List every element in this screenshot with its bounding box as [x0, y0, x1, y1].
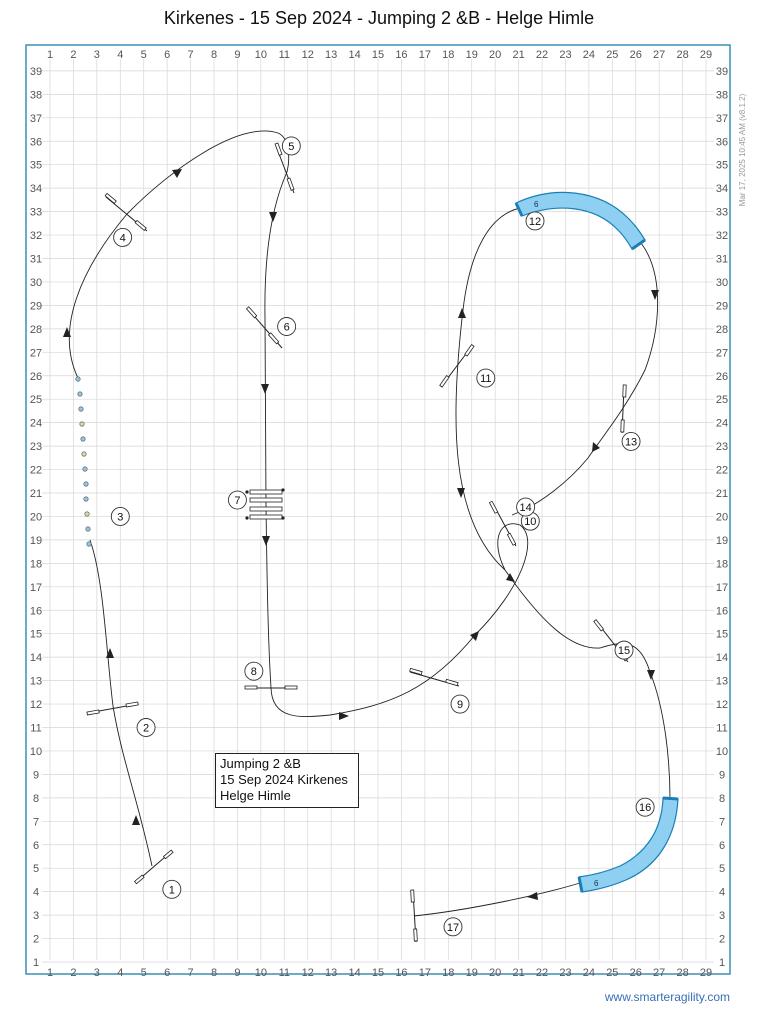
x-tick-label: 11 [278, 49, 291, 61]
info-judge: Helge Himle [220, 788, 291, 803]
svg-text:11: 11 [480, 373, 492, 386]
obstacle-number-11 [477, 369, 495, 387]
y-tick-label: 10 [29, 745, 43, 758]
obstacle-number-15 [615, 641, 633, 659]
x-tick-label: 26 [629, 967, 642, 979]
x-tick-label: 13 [325, 49, 338, 61]
svg-text:3: 3 [117, 511, 124, 524]
y-tick-label: 2 [718, 933, 726, 946]
y-tick-label: 1 [32, 957, 40, 969]
svg-text:14: 14 [519, 502, 532, 515]
y-tick-label: 12 [715, 699, 729, 712]
x-tick-label: 2 [70, 967, 77, 979]
y-tick-label: 7 [32, 816, 40, 829]
direction-arrows [63, 169, 659, 900]
jump-9[interactable] [410, 668, 459, 686]
x-tick-label: 9 [234, 49, 241, 61]
svg-text:15: 15 [617, 645, 631, 658]
y-tick-label: 18 [29, 558, 43, 571]
svg-text:8: 8 [250, 666, 257, 679]
y-tick-label: 23 [715, 441, 729, 454]
y-tick-label: 9 [718, 769, 726, 782]
x-tick-label: 4 [117, 49, 124, 61]
path-segment-2-3 [90, 540, 113, 706]
obstacle-number-4 [114, 228, 132, 246]
y-tick-label: 19 [29, 534, 43, 547]
y-tick-label: 25 [29, 394, 43, 407]
page-title: Kirkenes - 15 Sep 2024 - Jumping 2 &B - Helge Himle [163, 8, 595, 28]
path-segment-6-7 [265, 318, 266, 505]
y-tick-label: 27 [29, 347, 43, 360]
x-tick-label: 24 [582, 967, 596, 979]
y-tick-label: 29 [715, 300, 729, 313]
y-tick-label: 3 [718, 910, 726, 923]
y-tick-label: 11 [30, 722, 42, 735]
path-segment-7-8 [266, 505, 271, 688]
y-tick-label: 8 [718, 792, 726, 805]
x-tick-label: 10 [254, 967, 267, 979]
x-tick-label: 1 [46, 967, 54, 979]
x-tick-label: 9 [234, 967, 241, 979]
x-tick-label: 8 [210, 967, 218, 979]
x-tick-label: 29 [699, 49, 713, 61]
y-tick-label: 39 [715, 65, 729, 78]
y-tick-label: 2 [32, 933, 40, 946]
svg-text:4: 4 [119, 232, 126, 245]
obstacle-number-2 [137, 719, 155, 737]
y-tick-label: 24 [715, 417, 729, 430]
tunnel-length-label: 6 [594, 879, 599, 888]
y-tick-label: 37 [29, 112, 43, 125]
x-tick-label: 24 [582, 49, 596, 61]
y-tick-label: 25 [715, 394, 729, 407]
y-axis-labels-left [30, 66, 42, 969]
y-tick-label: 39 [29, 65, 43, 78]
y-tick-label: 31 [29, 253, 43, 266]
y-tick-label: 38 [29, 89, 43, 102]
y-tick-label: 11 [716, 722, 728, 735]
svg-text:2: 2 [143, 722, 150, 735]
y-tick-label: 16 [715, 605, 729, 618]
y-tick-label: 5 [32, 863, 40, 876]
y-tick-label: 35 [29, 159, 43, 172]
x-tick-label: 19 [465, 49, 478, 61]
x-tick-label: 16 [395, 49, 408, 61]
x-tick-label: 18 [442, 49, 455, 61]
y-tick-label: 12 [29, 699, 43, 712]
y-tick-label: 36 [29, 136, 43, 149]
y-tick-label: 17 [715, 581, 729, 594]
obstacle-number-3 [111, 507, 129, 525]
x-tick-label: 2 [70, 49, 77, 61]
x-tick-label: 1 [46, 49, 54, 61]
info-class: Jumping 2 &B [220, 756, 301, 771]
x-axis-labels-bottom [47, 967, 712, 979]
svg-text:16: 16 [638, 802, 652, 815]
obstacle-number-7 [228, 491, 246, 509]
y-tick-label: 30 [715, 276, 729, 289]
y-tick-label: 34 [715, 183, 729, 196]
arrow-icon [647, 670, 655, 680]
y-tick-label: 8 [32, 792, 40, 805]
y-tick-label: 1 [718, 957, 726, 969]
arrow-icon [339, 712, 349, 720]
x-axis-labels-top [47, 49, 712, 61]
timestamp-label: Mar 17, 2025 10:45 AM (v8.1.2) [738, 93, 747, 207]
y-tick-label: 38 [715, 89, 729, 102]
y-tick-label: 28 [715, 323, 729, 336]
course-info-box [215, 753, 359, 808]
y-tick-label: 19 [715, 534, 729, 547]
x-tick-label: 22 [535, 967, 549, 979]
x-tick-label: 25 [606, 49, 619, 61]
x-tick-label: 20 [489, 967, 502, 979]
y-tick-label: 30 [29, 276, 43, 289]
arrow-icon [261, 384, 269, 394]
obstacle-number-5 [282, 137, 300, 155]
obstacle-number-17 [444, 918, 462, 936]
y-tick-label: 22 [715, 464, 729, 477]
y-tick-label: 6 [718, 839, 726, 852]
info-date-location: 15 Sep 2024 Kirkenes [220, 772, 348, 787]
obstacle-number-9 [451, 695, 469, 713]
x-tick-label: 13 [325, 967, 338, 979]
x-tick-label: 8 [210, 49, 218, 61]
svg-text:12: 12 [528, 215, 542, 228]
svg-text:9: 9 [456, 699, 464, 712]
svg-text:5: 5 [288, 140, 295, 153]
obstacle-number-16 [636, 798, 654, 816]
x-tick-label: 5 [140, 49, 147, 61]
y-tick-label: 26 [29, 370, 43, 383]
weave-poles[interactable] [76, 377, 91, 546]
y-tick-label: 9 [32, 769, 40, 782]
x-tick-label: 7 [187, 967, 194, 979]
x-tick-label: 21 [512, 49, 525, 61]
y-tick-label: 14 [29, 652, 43, 665]
y-tick-label: 15 [715, 628, 729, 641]
y-tick-label: 14 [715, 652, 729, 665]
path-segment-9-10 [475, 524, 528, 635]
x-tick-label: 14 [348, 967, 361, 979]
y-tick-label: 4 [718, 886, 726, 899]
obstacle-number-8 [245, 662, 263, 680]
y-tick-label: 24 [29, 417, 43, 430]
svg-text:10: 10 [524, 516, 537, 529]
jump-6[interactable] [246, 307, 282, 348]
arrow-icon [172, 169, 182, 178]
y-tick-label: 6 [32, 839, 40, 852]
x-tick-label: 6 [164, 49, 171, 61]
footer-url-link[interactable]: www.smarteragility.com [604, 990, 730, 1004]
x-tick-label: 28 [676, 967, 689, 979]
y-tick-label: 5 [718, 863, 726, 876]
y-tick-label: 13 [29, 675, 43, 688]
y-tick-label: 4 [32, 886, 40, 899]
y-tick-label: 37 [715, 112, 729, 125]
y-tick-label: 36 [715, 136, 729, 149]
y-tick-label: 22 [29, 464, 43, 477]
x-tick-label: 27 [653, 49, 666, 61]
arrow-icon [132, 815, 140, 825]
y-tick-label: 33 [715, 206, 729, 219]
x-tick-label: 23 [559, 967, 572, 979]
arrow-icon [458, 308, 466, 318]
y-tick-label: 18 [715, 558, 729, 571]
x-tick-label: 23 [559, 49, 572, 61]
x-tick-label: 6 [164, 967, 171, 979]
svg-text:6: 6 [283, 321, 290, 334]
x-tick-label: 4 [117, 967, 124, 979]
x-tick-label: 25 [606, 967, 619, 979]
tunnel-length-label: 6 [534, 200, 539, 209]
x-tick-label: 15 [371, 49, 385, 61]
x-tick-label: 10 [254, 49, 267, 61]
arrow-icon [262, 536, 270, 546]
x-tick-label: 20 [489, 49, 502, 61]
x-tick-label: 11 [278, 967, 291, 979]
svg-text:1: 1 [168, 884, 175, 897]
y-tick-label: 3 [32, 910, 40, 923]
x-tick-label: 15 [371, 967, 385, 979]
x-tick-label: 21 [512, 967, 525, 979]
x-tick-label: 19 [465, 967, 478, 979]
x-tick-label: 17 [418, 967, 432, 979]
y-tick-label: 21 [29, 488, 43, 500]
obstacle-number-13 [622, 432, 640, 450]
x-tick-label: 12 [301, 967, 314, 979]
obstacle-number-1 [163, 880, 181, 898]
y-tick-label: 21 [715, 488, 729, 500]
y-tick-label: 20 [715, 511, 729, 524]
y-tick-label: 16 [29, 605, 43, 618]
y-tick-label: 28 [29, 323, 43, 336]
y-tick-label: 10 [715, 745, 729, 758]
y-tick-label: 20 [29, 511, 43, 524]
course-path [69, 131, 670, 916]
x-tick-label: 26 [629, 49, 642, 61]
y-tick-label: 35 [715, 159, 729, 172]
x-tick-label: 7 [187, 49, 194, 61]
y-axis-labels-right [716, 66, 728, 969]
arrow-icon [269, 212, 277, 222]
y-tick-label: 17 [29, 581, 43, 594]
obstacle-numbers [111, 137, 654, 936]
x-tick-label: 28 [676, 49, 689, 61]
path-segment-16-17 [414, 883, 580, 916]
path-segment-15-16 [650, 672, 670, 800]
path-segment-4-5 [127, 131, 289, 214]
y-tick-label: 31 [715, 253, 729, 266]
x-tick-label: 5 [140, 967, 147, 979]
path-segment-5-6 [265, 172, 287, 318]
jump-4[interactable] [105, 193, 147, 231]
y-tick-label: 32 [715, 230, 729, 243]
y-tick-label: 23 [29, 441, 43, 454]
y-tick-label: 13 [715, 675, 729, 688]
x-tick-label: 14 [348, 49, 361, 61]
y-tick-label: 33 [29, 206, 43, 219]
x-tick-label: 3 [93, 967, 100, 979]
jump-7[interactable] [246, 489, 284, 519]
x-tick-label: 12 [301, 49, 314, 61]
svg-text:17: 17 [446, 921, 460, 934]
jump-13[interactable] [621, 385, 626, 433]
obstacle-number-12 [526, 212, 544, 230]
y-tick-label: 34 [29, 183, 43, 196]
x-tick-label: 17 [418, 49, 432, 61]
x-tick-label: 22 [535, 49, 549, 61]
arrow-icon [506, 573, 515, 582]
y-tick-label: 27 [715, 347, 729, 360]
svg-text:13: 13 [624, 436, 638, 449]
x-tick-label: 3 [93, 49, 100, 61]
y-tick-label: 32 [29, 230, 43, 243]
path-segment-10-11 [456, 310, 505, 570]
obstacle-number-14 [517, 498, 535, 516]
svg-text:7: 7 [234, 495, 241, 508]
x-tick-label: 18 [442, 967, 455, 979]
obstacle-number-6 [278, 318, 296, 336]
x-tick-label: 29 [699, 967, 713, 979]
y-tick-label: 15 [29, 628, 43, 641]
y-tick-label: 7 [718, 816, 726, 829]
y-tick-label: 29 [29, 300, 43, 313]
x-tick-label: 27 [653, 967, 666, 979]
x-tick-label: 16 [395, 967, 408, 979]
y-tick-label: 26 [715, 370, 729, 383]
